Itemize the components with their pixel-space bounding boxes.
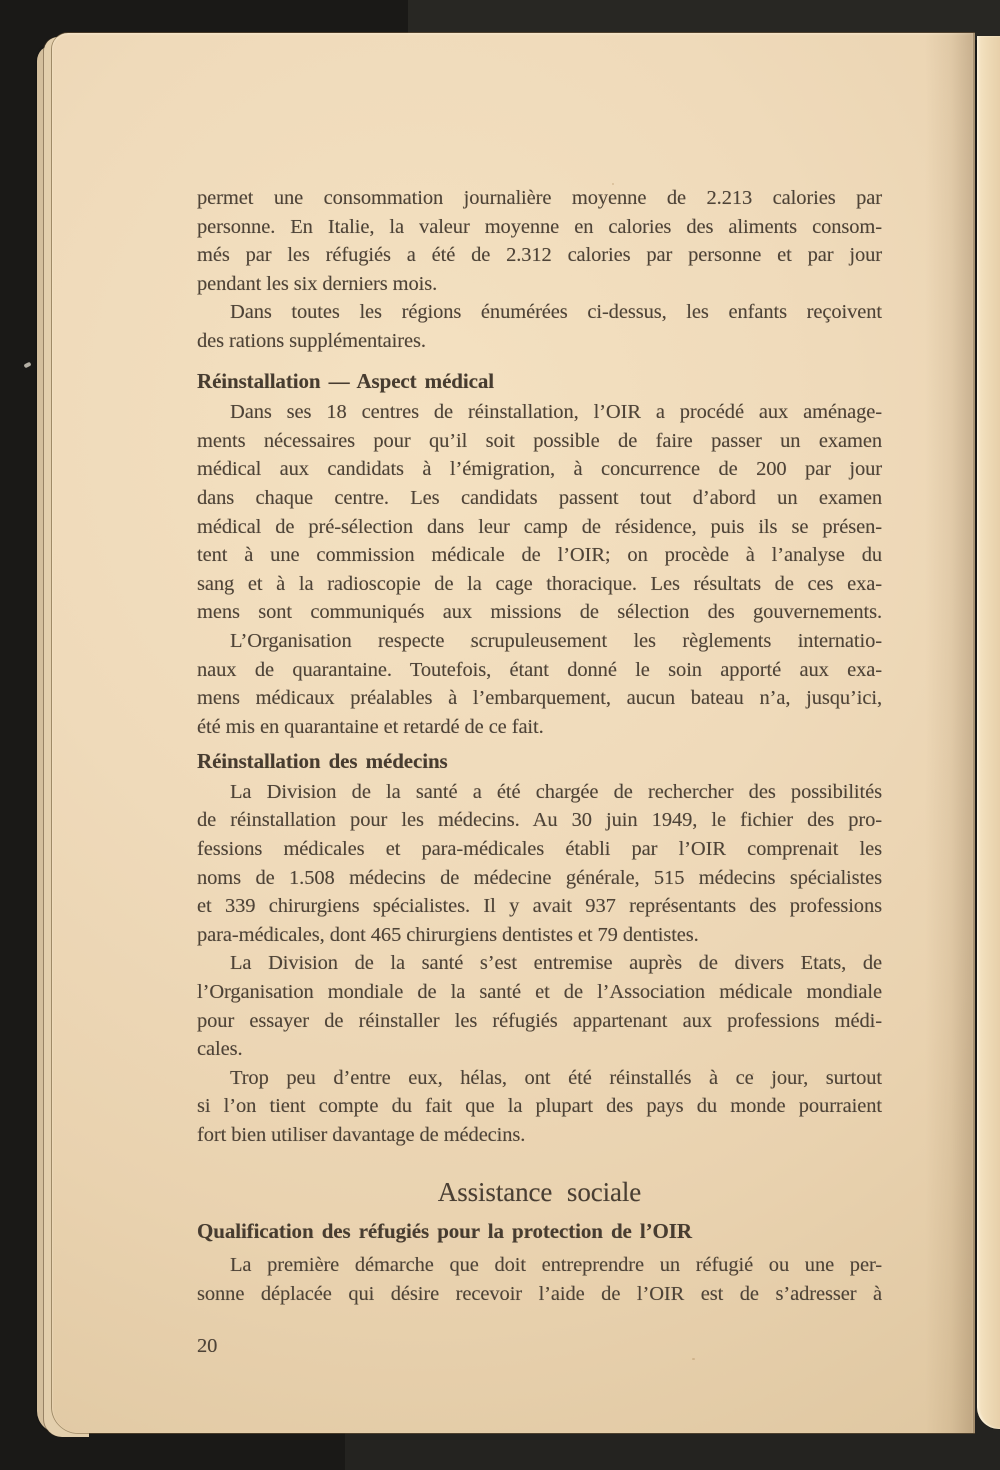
text-line: La Division de la santé a été chargée de rechercher des possibilités (230, 780, 882, 803)
text-line: para-médicales, dont 465 chirurgiens dentistes et 79 dentistes. (197, 923, 699, 946)
paragraph (197, 778, 882, 950)
subheading: Réinstallation — Aspect médical (197, 368, 494, 393)
paragraph (197, 184, 882, 298)
text-line: naux de quarantaine. Toutefois, étant donné le soin apporté aux exa- (197, 658, 882, 681)
text-line: La Division de la santé s’est entremise auprès de divers Etats, de (230, 952, 882, 975)
paragraph (197, 1251, 882, 1308)
text-line: médical de pré-sélection dans leur camp de résidence, puis ils se présen- (197, 515, 882, 538)
paragraph (197, 298, 882, 355)
text-column (197, 184, 882, 1361)
text-line: permet une consommation journalière moyenne de 2.213 calories par (197, 187, 882, 209)
book-page (52, 33, 975, 1433)
gutter-shadow (925, 33, 973, 1433)
text-line: ments nécessaires pour qu’il soit possible de faire passer un examen (197, 429, 882, 452)
text-line: fessions médicales et para-médicales établi par l’OIR comprenait les (197, 838, 882, 861)
text-blocks (197, 184, 882, 1308)
text-line: mens médicaux préalables à l’embarquement, aucun bateau n’a, jusqu’ici, (197, 687, 882, 710)
text-line: Dans ses 18 centres de réinstallation, l’OIR a procédé aux aménage- (230, 401, 882, 424)
text-line: sang et à la radioscopie de la cage thoracique. Les résultats de ces exa- (197, 572, 882, 595)
text-line: médical aux candidats à l’émigration, à concurrence de 200 par jour (197, 458, 882, 481)
text-line: sonne déplacée qui désire recevoir l’aide de l’OIR est de s’adresser à (197, 1282, 882, 1305)
text-line: Dans toutes les régions énumérées ci-dessus, les enfants reçoivent (230, 301, 882, 324)
text-line: l’Organisation mondiale de la santé et de l’Association médicale mondiale (197, 981, 882, 1004)
section-heading: Assistance sociale (437, 1176, 642, 1207)
text-line: La première démarche que doit entreprendre un réfugié ou une per- (230, 1254, 882, 1277)
text-line: si l’on tient compte du fait que la plupart des pays du monde pourraient (197, 1095, 882, 1118)
subheading: Qualification des réfugiés pour la protection de l’OIR (197, 1218, 692, 1243)
text-line: de réinstallation pour les médecins. Au 30 juin 1949, le fichier des pro- (197, 809, 882, 832)
text-line: été mis en quarantaine et retardé de ce fait. (197, 715, 544, 738)
text-line: cales. (197, 1038, 243, 1061)
text-line: dans chaque centre. Les candidats passent tout d’abord un examen (197, 486, 882, 509)
subheading: Réinstallation des médecins (197, 749, 448, 774)
text-line: mens sont communiqués aux missions de sélection des gouvernements. (197, 601, 882, 624)
text-line: et 339 chirurgiens spécialistes. Il y avait 937 représentants des professions (197, 895, 882, 918)
paragraph (197, 398, 882, 627)
text-line: pour essayer de réinstaller les réfugiés appartenant aux professions médi- (197, 1009, 882, 1032)
paragraph (197, 627, 882, 741)
background-speck (23, 362, 31, 369)
paragraph (197, 1064, 882, 1150)
text-line: L’Organisation respecte scrupuleusement les règlements internatio- (230, 629, 882, 652)
text-line: fort bien utiliser davantage de médecins. (197, 1124, 526, 1146)
text-line: personne. En Italie, la valeur moyenne en calories des aliments consom- (197, 215, 882, 238)
text-line: des rations supplémentaires. (197, 329, 426, 352)
text-line: més par les réfugiés a été de 2.312 calories par personne et par jour (197, 244, 882, 267)
page-number: 20 (197, 1335, 218, 1358)
text-line: noms de 1.508 médecins de médecine générale, 515 médecins spécialistes (197, 866, 882, 889)
facing-page-edge (977, 36, 1000, 1429)
paragraph (197, 949, 882, 1063)
text-line: pendant les six derniers mois. (197, 272, 438, 295)
text-line: Trop peu d’entre eux, hélas, ont été réinstallés à ce jour, surtout (230, 1066, 882, 1089)
text-line: tent à une commission médicale de l’OIR; on procède à l’analyse du (197, 544, 882, 567)
